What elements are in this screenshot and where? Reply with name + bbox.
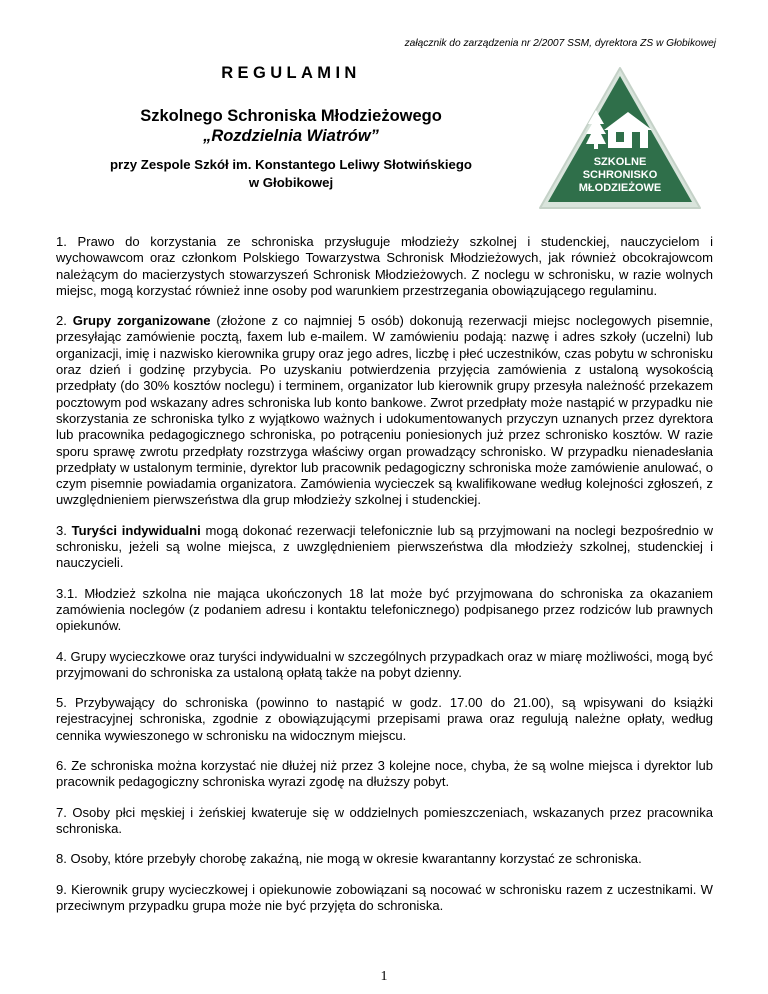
paragraph-bold-term: Grupy zorganizowane: [72, 313, 211, 329]
paragraph-2: [56, 313, 713, 509]
paragraph-text: 7. Osoby płci męskiej i żeńskiej kwateruje się w oddzielnych pomieszczeniach, wskazanych przez pracownika schroniska.: [56, 804, 713, 836]
paragraph-6: [56, 758, 713, 791]
paragraph-1: [56, 234, 713, 299]
logo-text-line2: SCHRONISKO: [582, 169, 658, 181]
paragraph-3-1: [56, 586, 713, 635]
page-number: 1: [380, 969, 388, 984]
paragraph-text: 9. Kierownik grupy wycieczkowej i opiekunowie zobowiązani są nocować w schronisku razem z uczestnikami. W przeciwnym przypadku grupa może nie być przyjęta do schroniska.: [56, 881, 713, 913]
paragraph-text: (złożone z co najmniej 5 osób) dokonują rezerwacji miejsc noclegowych pisemnie, przesyłając zamówienie pocztą, faxem lub e-mailem. W zamówieniu podają: nazwę i adres szkoły (uczelni) lub organizacji, imię i nazwisko kierownika grupy oraz jego adres, liczbę i płeć uczestników, czas pobytu w schronisku oraz dzień i godzinę przybycia. Po uzyskaniu potwierdzenia przyjęcia zamówienia z ustaloną wysokością przedpłaty (do 30% kosztów noclegu) i terminem, organizator lub kierownik grupy przesyła należność przekazem pocztowym pod wskazany adres schroniska lub konto bankowe. Zwrot przedpłaty może nastąpić w przypadku nie skorzystania ze schroniska tylko z wyjątkowo ważnych i udokumentowanych przyczyn uznanych przez dyrektora lub pracownika pedagogicznego schroniska, po potrąceniu poniesionych już przez schronisko kosztów. W razie sporu sprawę zwrotu przedpłaty rozstrzyga właściwy organ prowadzący schronisko. W przypadku nienadesłania przedpłaty w ustalonym terminie, dyrektor lub pracownik pedagogiczny schroniska może zamówienie anulować, o czym pisemnie powiadamia organizatora. Zamówienia wycieczek są kwalifikowane według kolejności zgłoszeń, z uwzględnieniem pierwszeństwa dla grup młodzieży szkolnej i studenckiej.: [56, 313, 713, 508]
paragraph-text: mogą dokonać rezerwacji telefonicznie lub są przyjmowani na noclegi bezpośrednio w schronisku, jeżeli są wolne miejsca, z uwzględnieniem pierwszeństwa dla młodzieży szkolnej, studenckiej i nauczycieli.: [56, 522, 713, 571]
paragraph-text: 4. Grupy wycieczkowe oraz turyści indywidualni w szczególnych przypadkach oraz w miarę możliwości, mogą być przyjmowani do schroniska za ustaloną opłatą także na pobyt dzienny.: [56, 648, 713, 680]
paragraph-3: [56, 523, 713, 572]
hostel-name-line2: „Rozdzielnia Wiatrów”: [203, 127, 379, 145]
document-title: REGULAMIN: [221, 64, 361, 82]
paragraph-text: 8. Osoby, które przebyły chorobę zakaźną, nie mogą w okresie kwarantanny korzystać ze schroniska.: [56, 851, 642, 867]
paragraph-7: [56, 805, 713, 838]
logo-text-line3: MŁODZIEŻOWE: [578, 182, 662, 194]
paragraph-9: [56, 882, 713, 915]
paragraph-text: 6. Ze schroniska można korzystać nie dłużej niż przez 3 kolejne noce, chyba, że są wolne miejsca i dyrektor lub pracownik pedagogiczny schroniska wyrazi zgodę na dłuższy pobyt.: [56, 758, 713, 790]
paragraph-5: [56, 695, 713, 744]
paragraph-8: [56, 851, 713, 867]
paragraph-text: 1. Prawo do korzystania ze schroniska przysługuje młodzieży szkolnej i studenckiej, nauczycielom i wychowawcom oraz członkom Polskiego Towarzystwa Schronisk Młodzieżowych, jak również obcokrajowcom należącym do macierzystych stowarzyszeń Schronisk Młodzieżowych. Z noclegu w schronisku, w razie wolnych miejsc, mogą korzystać również inne osoby pod warunkiem przestrzegania obowiązującego regulaminu.: [56, 234, 713, 298]
paragraph-text: 3.1. Młodzież szkolna nie mająca ukończonych 18 lat może być przyjmowana do schroniska za okazaniem zamówienia noclegów (z podaniem adresu i kontaktu telefonicznego) podpisanego przez rodziców lub prawnych opiekunów.: [56, 585, 713, 634]
attachment-note: załącznik do zarządzenia nr 2/2007 SSM, dyrektora ZS w Głobikowej: [404, 38, 716, 49]
logo-text-line1: SZKOLNE: [593, 156, 647, 168]
school-name-line2: w Głobikowej: [248, 175, 334, 190]
paragraph-bold-term: Turyści indywidualni: [71, 522, 201, 538]
regulations-body: [56, 234, 713, 928]
hostel-logo-icon: [534, 62, 706, 216]
hostel-name-line1: Szkolnego Schroniska Młodzieżowego: [140, 107, 442, 125]
paragraph-text: 5. Przybywający do schroniska (powinno to nastąpić w godz. 17.00 do 21.00), są wpisywani do książki rejestracyjnej schroniska, zgodnie z obowiązującymi przepisami prawa oraz regulują należne opłaty, według cennika wywieszonego w schronisku na widocznym miejscu.: [56, 695, 713, 743]
paragraph-4: [56, 649, 713, 682]
paragraph-prefix: 2.: [56, 313, 73, 329]
school-name-line1: przy Zespole Szkół im. Konstantego Leliwy Słotwińskiego: [110, 157, 472, 172]
paragraph-prefix: 3.: [56, 522, 72, 538]
